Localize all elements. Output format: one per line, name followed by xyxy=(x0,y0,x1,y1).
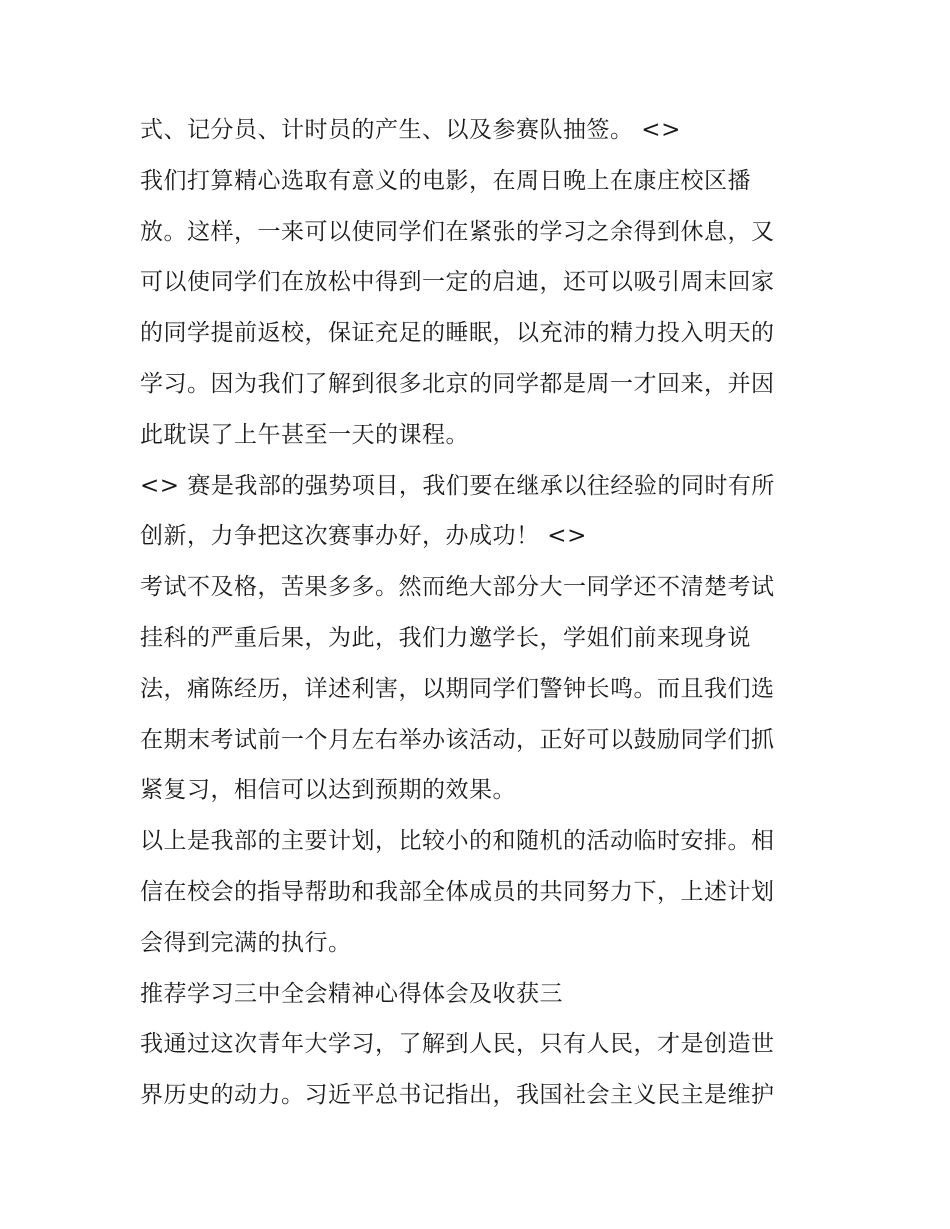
text-line: 我们打算精心选取有意义的电影，在周日晚上在康庄校区播 xyxy=(140,167,751,194)
text-line: 会得到完满的执行。 xyxy=(140,929,352,956)
text-line: 紧复习，相信可以达到预期的效果。 xyxy=(140,777,516,804)
text-line: 法，痛陈经历，详述利害，以期同学们警钟长鸣。而且我们选 xyxy=(140,675,775,702)
text-line: 在期末考试前一个月左右举办该活动，正好可以鼓励同学们抓 xyxy=(140,726,775,753)
text-line: 可以使同学们在放松中得到一定的启迪，还可以吸引周末回家 xyxy=(140,269,775,296)
text-line: <> 赛是我部的强势项目，我们要在继承以往经验的同时有所 xyxy=(140,472,775,499)
text-line: 信在校会的指导帮助和我部全体成员的共同努力下，上述计划 xyxy=(140,878,775,905)
text-line: 考试不及格，苦果多多。然而绝大部分大一同学还不清楚考试 xyxy=(140,574,775,601)
text-line: 创新，力争把这次赛事办好，办成功！ <> xyxy=(140,523,587,550)
text-line: 的同学提前返校，保证充足的睡眠，以充沛的精力投入明天的 xyxy=(140,320,775,347)
text-line: 界历史的动力。习近平总书记指出，我国社会主义民主是维护 xyxy=(140,1082,775,1109)
text-line: 挂科的严重后果，为此，我们力邀学长，学姐们前来现身说 xyxy=(140,624,751,651)
text-line: 学习。因为我们了解到很多北京的同学都是周一才回来，并因 xyxy=(140,370,775,397)
text-line: 以上是我部的主要计划，比较小的和随机的活动临时安排。相 xyxy=(140,828,775,855)
body-text xyxy=(140,105,820,1121)
text-line: 式、记分员、计时员的产生、以及参赛队抽签。 <> xyxy=(140,117,681,143)
section-heading: 推荐学习三中全会精神心得体会及收获三 xyxy=(140,980,563,1007)
text-line: 放。这样，一来可以使同学们在紧张的学习之余得到休息，又 xyxy=(140,218,775,245)
text-line: 我通过这次青年大学习，了解到人民，只有人民，才是创造世 xyxy=(140,1031,775,1058)
text-line: 此耽误了上午甚至一天的课程。 xyxy=(140,421,469,448)
